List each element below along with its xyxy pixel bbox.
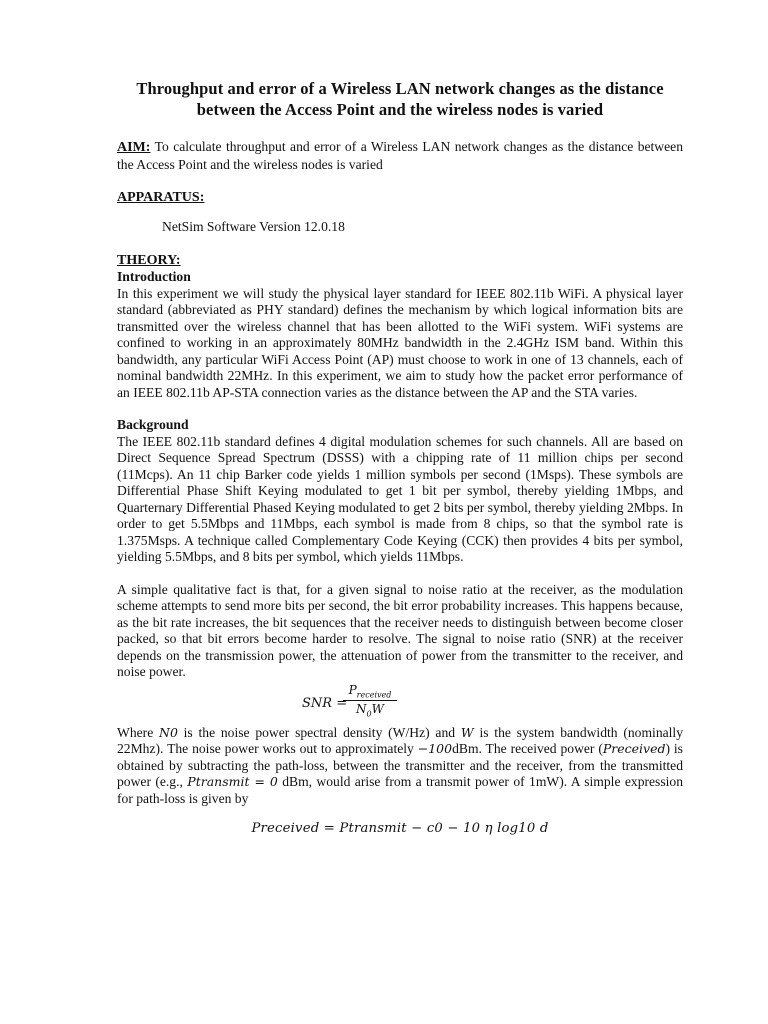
snr-denominator: $N_0W$ (356, 701, 384, 719)
background-paragraph: The IEEE 802.11b standard defines 4 digital modulation schemes for such channels. All are based on Direct Sequence Spread Spectrum (DSSS) with a chipping rate of 11 million chips per second (11Mcps). An 11 chip Barker code yields 1 million symbols per second (1Msps). These symbols are Differential Phase Shift Keying modulated to get 1 bit per symbol, thereby yielding 1Mbps, and Quarternary Differential Phased Keying modulated to get 2 bits per symbol, thereby yielding 2Mbps. In order to get 5.5Mbps and 11Mbps, each symbol is made from 8 chips, so that the symbol rate is 1.375Msps. A technique called Complementary Code Keying (CCK) then provides 4 bits per symbol, yielding 5.5Mbps, and 8 bits per symbol, which yields 11Mbps. (117, 433, 683, 564)
aim-paragraph (117, 139, 683, 173)
where-paragraph: Where N0 is the noise power spectral density (W/Hz) and W is the system bandwidth (nominally 22Mhz). The noise power works out to approximately −100dBm. The received power (Preceived) is obtained by subtracting the path-loss, between the transmitter and the receiver, from the transmitted power (e.g., Ptransmit = 0 dBm, would arise from a transmit power of 1mW). A simple expression for path-loss is given by (117, 724, 684, 806)
introduction-heading: Introduction (117, 269, 191, 284)
snr-equation-lhs: SNR = (302, 695, 348, 711)
aim-label: AIM: (117, 140, 151, 155)
snr-paragraph: A simple qualitative fact is that, for a given signal to noise ratio at the receiver, as the modulation scheme attempts to send more bits per second, the bit error probability increases. This happens because, as the bit rate increases, the bit sequences that the receiver needs to distinguish between become closer packed, so that bit errors become harder to resolve. The signal to noise ratio (SNR) at the receiver depends on the transmission power, the attenuation of power from the transmitter to the receiver, and noise power. (117, 581, 683, 679)
background-heading: Background (117, 417, 189, 432)
snr-numerator: $P_{received}$ (343, 683, 397, 701)
document-title: Throughput and error of a Wireless LAN network changes as the distance between the Access Point and the wireless nodes is varied (136, 79, 664, 119)
aim-text: To calculate throughput and error of a Wireless LAN network changes as the distance between the Access Point and the wireless nodes is varied (117, 139, 683, 172)
theory-label: THEORY: (117, 253, 181, 268)
apparatus-label: APPARATUS: (117, 190, 205, 205)
document-page (117, 78, 683, 836)
snr-equation (117, 683, 683, 725)
path-loss-equation: Preceived = Ptransmit − c0 − 10 η log10 d (251, 821, 549, 836)
snr-fraction (343, 683, 397, 719)
apparatus-text: NetSim Software Version 12.0.18 (162, 219, 345, 234)
introduction-paragraph: In this experiment we will study the physical layer standard for IEEE 802.11b WiFi. A physical layer standard (abbreviated as PHY standard) defines the mechanism by which logical information bits are transmitted over the wireless channel that has been allotted to the WiFi system. WiFi systems are confined to working in an approximately 80MHz bandwidth in the 2.4GHz ISM band. Within this bandwidth, any particular WiFi Access Point (AP) must choose to work in one of 13 channels, each of nominal bandwidth 22MHz. In this experiment, we aim to study how the packet error performance of an IEEE 802.11b AP-STA connection varies as the distance between the AP and the STA varies. (117, 285, 683, 400)
